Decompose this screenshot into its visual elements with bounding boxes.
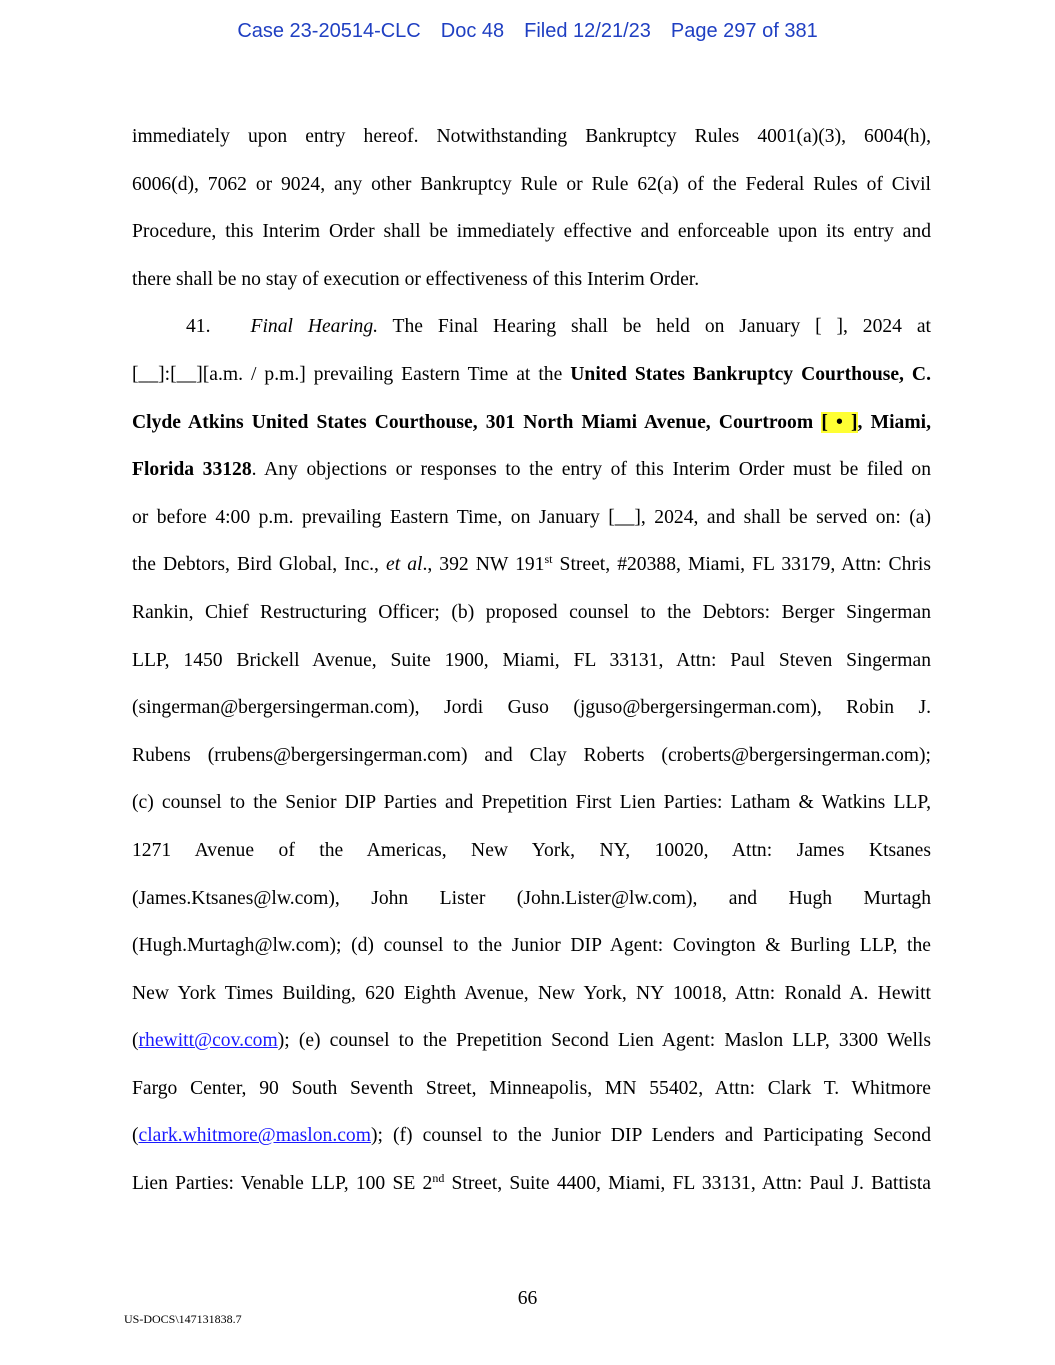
text-span: Street, #20388, Miami, FL 33179, Attn: Chris xyxy=(552,554,931,576)
filed-date: Filed 12/21/23 xyxy=(524,20,651,42)
text-line xyxy=(132,351,931,399)
text-span: ( xyxy=(132,1125,139,1147)
text-span: Street, Suite 4400, Miami, FL 33131, Attn: Paul J. Battista xyxy=(444,1173,931,1195)
document-id-footer: US-DOCS\147131838.7 xyxy=(124,1312,242,1326)
case-number: Case 23-20514-CLC xyxy=(237,20,421,42)
text-span: [__]:[__][a.m. / p.m.] prevailing Eastern Time at the xyxy=(132,363,571,385)
text-line xyxy=(132,1160,931,1208)
text-span: ); (f) counsel to the Junior DIP Lenders and Participating Second xyxy=(370,1125,931,1147)
bold-text: , Miami, xyxy=(857,411,931,433)
text-line: 1271 Avenue of the Americas, New York, NY, 10020, Attn: James Ktsanes xyxy=(132,839,931,861)
text-line xyxy=(132,541,931,589)
highlighted-placeholder: [ • ] xyxy=(821,411,858,433)
text-line: (c) counsel to the Senior DIP Parties and Prepetition First Lien Parties: Latham & Watkins LLP, xyxy=(132,792,931,814)
paragraph-number: 41. xyxy=(186,316,211,338)
bold-text: Florida 33128 xyxy=(132,459,252,481)
bold-text: United States Bankruptcy Courthouse, C. xyxy=(570,363,931,385)
text-line xyxy=(132,1112,931,1160)
email-link-rhewitt[interactable]: rhewitt@cov.com xyxy=(138,1030,278,1052)
text-line xyxy=(132,399,931,447)
text-line: (James.Ktsanes@lw.com), John Lister (John.Lister@lw.com), and Hugh Murtagh xyxy=(132,887,931,909)
section-heading: Final Hearing. xyxy=(250,316,379,338)
doc-number: Doc 48 xyxy=(440,20,505,42)
text-line: (singerman@bergersingerman.com), Jordi Guso (jguso@bergersingerman.com), Robin J. xyxy=(132,697,931,719)
text-line: Rubens (rrubens@bergersingerman.com) and Clay Roberts (croberts@bergersingerman.com); xyxy=(132,744,931,766)
document-body xyxy=(132,113,931,1208)
superscript: st xyxy=(544,552,553,567)
text-line xyxy=(132,446,931,494)
text-span: the Debtors, Bird Global, Inc., xyxy=(132,554,387,576)
bold-text: Clyde Atkins United States Courthouse, 301 North Miami Avenue, Courtroom xyxy=(132,411,822,433)
email-link-whitmore[interactable]: clark.whitmore@maslon.com xyxy=(138,1125,371,1147)
text-line: or before 4:00 p.m. prevailing Eastern Time, on January [__], 2024, and shall be served on: (a) xyxy=(132,506,931,528)
text-span: Lien Parties: Venable LLP, 100 SE 2 xyxy=(132,1173,433,1195)
superscript: nd xyxy=(432,1171,445,1186)
italic-text: et al xyxy=(386,554,423,576)
case-header xyxy=(0,20,1055,43)
text-line: Rankin, Chief Restructuring Officer; (b) proposed counsel to the Debtors: Berger Singerman xyxy=(132,601,931,623)
text-line: (Hugh.Murtagh@lw.com); (d) counsel to the Junior DIP Agent: Covington & Burling LLP, the xyxy=(132,935,931,957)
text-span: The Final Hearing shall be held on January [ ], 2024 at xyxy=(392,316,931,338)
text-line: 6006(d), 7062 or 9024, any other Bankruptcy Rule or Rule 62(a) of the Federal Rules of Civil xyxy=(132,173,931,195)
text-span: . Any objections or responses to the entry of this Interim Order must be filed on xyxy=(251,459,931,481)
text-line: New York Times Building, 620 Eighth Avenue, New York, NY 10018, Attn: Ronald A. Hewitt xyxy=(132,982,931,1004)
text-span: ); (e) counsel to the Prepetition Second Lien Agent: Maslon LLP, 3300 Wells xyxy=(277,1030,931,1052)
text-line: Fargo Center, 90 South Seventh Street, Minneapolis, MN 55402, Attn: Clark T. Whitmore xyxy=(132,1077,931,1099)
page-count: Page 297 of 381 xyxy=(670,20,818,42)
text-line: Procedure, this Interim Order shall be immediately effective and enforceable upon its entry and xyxy=(132,221,931,243)
paragraph-41-first-line xyxy=(132,303,931,351)
text-line xyxy=(132,1017,931,1065)
text-span: ( xyxy=(132,1030,139,1052)
text-line: immediately upon entry hereof. Notwithstanding Bankruptcy Rules 4001(a)(3), 6004(h), xyxy=(132,126,931,147)
text-line: LLP, 1450 Brickell Avenue, Suite 1900, Miami, FL 33131, Attn: Paul Steven Singerman xyxy=(132,649,931,671)
text-line: there shall be no stay of execution or effectiveness of this Interim Order. xyxy=(132,268,700,290)
page-number: 66 xyxy=(517,1288,538,1309)
text-span: ., 392 NW 191 xyxy=(422,554,545,576)
